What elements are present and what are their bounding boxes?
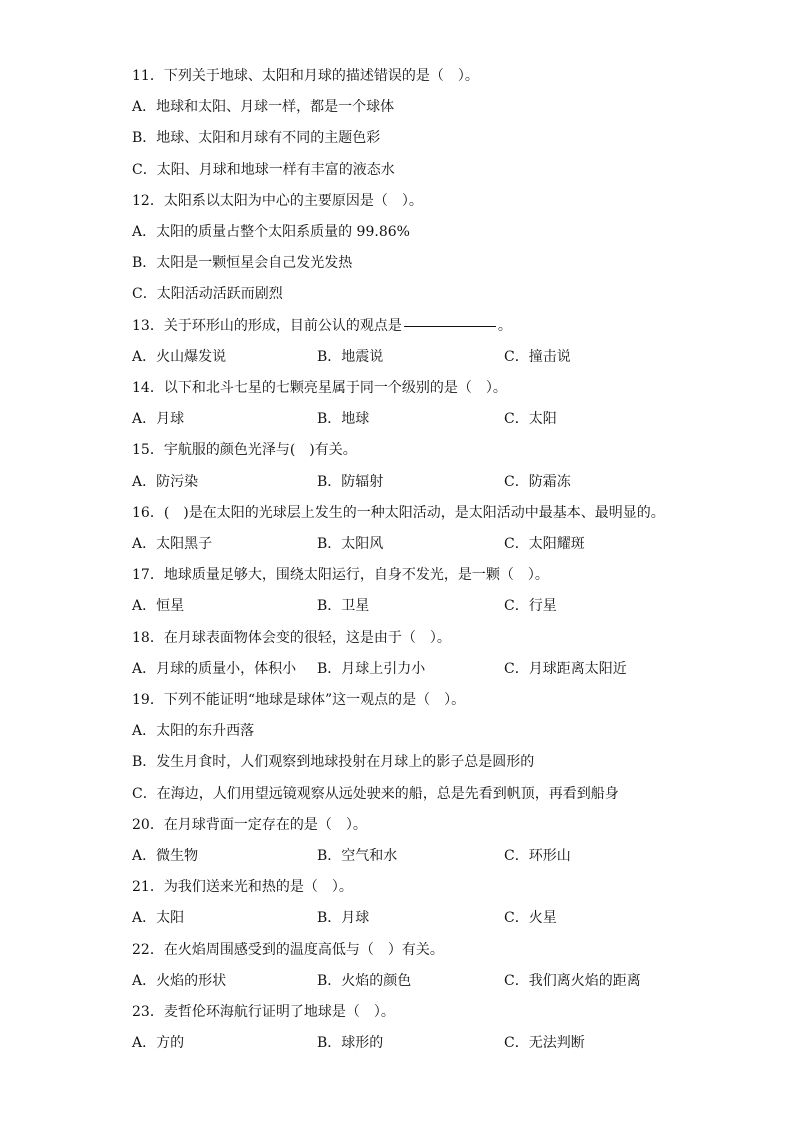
answer-option: B．月球 <box>317 910 370 927</box>
answer-option: A．方的 <box>132 1035 185 1052</box>
answer-option: A．地球和太阳、月球一样，都是一个球体 <box>132 99 395 116</box>
answer-options-row <box>132 409 754 429</box>
answer-option: A．月球 <box>132 411 185 428</box>
question-text: 21．为我们送来光和热的是（ ）。 <box>132 879 353 896</box>
question-text: 20．在月球背面一定存在的是（ ）。 <box>132 816 367 833</box>
question-text: 17．地球质量足够大，围绕太阳运行，自身不发光，是一颗（ ）。 <box>132 567 549 584</box>
answer-option: B．卫星 <box>317 598 370 615</box>
answer-option: C．太阳活动活跃而剧烈 <box>132 286 283 303</box>
answer-options-row <box>132 347 754 367</box>
answer-option: A．微生物 <box>132 848 199 864</box>
question-text: 18．在月球表面物体会变的很轻，这是由于（ ）。 <box>132 629 451 646</box>
answer-options-row <box>132 659 754 679</box>
answer-option: B．地球 <box>317 411 370 428</box>
answer-option: B．月球上引力小 <box>317 660 426 677</box>
question-text: 22．在火焰周围感受到的温度高低与（ ）有关。 <box>132 941 444 958</box>
answer-option: C．月球距离太阳近 <box>504 660 627 677</box>
question-text <box>132 316 754 336</box>
question-text: 19．下列不能证明“地球是球体”这一观点的是（ ）。 <box>132 692 466 708</box>
answer-option: A．太阳的质量占整个太阳系质量的 99.86% <box>132 224 410 240</box>
answer-options-row <box>132 846 754 866</box>
answer-option: B．火焰的颜色 <box>317 972 412 989</box>
question-text: 15．宇航服的颜色光泽与( )有关。 <box>132 442 357 459</box>
question-text: 11．下列关于地球、太阳和月球的描述错误的是（ ）。 <box>132 68 479 84</box>
answer-option: C．防霜冻 <box>504 473 571 490</box>
question-text: 12．太阳系以太阳为中心的主要原因是（ ）。 <box>132 192 423 209</box>
answer-option: A．太阳黑子 <box>132 536 213 552</box>
question-text: 16．( )是在太阳的光球层上发生的一种太阳活动，是太阳活动中最基本、最明显的。 <box>132 504 665 521</box>
answer-options-row <box>132 596 754 616</box>
answer-option: B．地震说 <box>317 348 384 365</box>
answer-option: A．月球的质量小，体积小 <box>132 660 297 677</box>
answer-option: B．地球、太阳和月球有不同的主题色彩 <box>132 130 381 147</box>
answer-option: C．火星 <box>504 910 557 927</box>
question-text-part: 13．关于环形山的形成，目前公认的观点是 <box>132 317 402 334</box>
answer-option: B．太阳风 <box>317 536 384 552</box>
question-text-part: 。 <box>497 317 512 334</box>
answer-options-row <box>132 534 754 554</box>
answer-option: B．太阳是一颗恒星会自己发光发热 <box>132 255 353 272</box>
answer-option: A．太阳的东升西落 <box>132 723 255 740</box>
answer-options-row <box>132 971 754 991</box>
answer-option: C．太阳、月球和地球一样有丰富的液态水 <box>132 161 395 178</box>
question-text: 14．以下和北斗七星的七颗亮星属于同一个级别的是（ ）。 <box>132 380 507 396</box>
answer-option: A．防污染 <box>132 473 199 490</box>
answer-option: C．在海边，人们用望远镜观察从远处驶来的船，总是先看到帆顶，再看到船身 <box>132 785 619 802</box>
answer-option: C．太阳耀斑 <box>504 536 585 552</box>
answer-option: A．火山爆发说 <box>132 348 227 365</box>
answer-option: A．恒星 <box>132 598 185 615</box>
answer-option: A．太阳 <box>132 910 185 927</box>
answer-option: C．无法判断 <box>504 1035 585 1052</box>
answer-option: B．发生月食时，人们观察到地球投射在月球上的影子总是圆形的 <box>132 754 535 771</box>
answer-option: B．防辐射 <box>317 473 384 490</box>
answer-option: C．环形山 <box>504 848 571 864</box>
answer-option: C．撞击说 <box>504 348 571 365</box>
answer-option: C．行星 <box>504 598 557 615</box>
answer-option: A．火焰的形状 <box>132 972 227 989</box>
answer-option: C．我们离火焰的距离 <box>504 972 641 989</box>
answer-options-row <box>132 1033 754 1053</box>
answer-options-row <box>132 908 754 928</box>
answer-option: B．球形的 <box>317 1035 384 1052</box>
answer-options-row <box>132 472 754 492</box>
answer-option: C．太阳 <box>504 411 557 428</box>
answer-blank <box>404 325 496 327</box>
question-text: 23．麦哲伦环海航行证明了地球是（ ）。 <box>132 1004 395 1020</box>
answer-option: B．空气和水 <box>317 848 398 864</box>
